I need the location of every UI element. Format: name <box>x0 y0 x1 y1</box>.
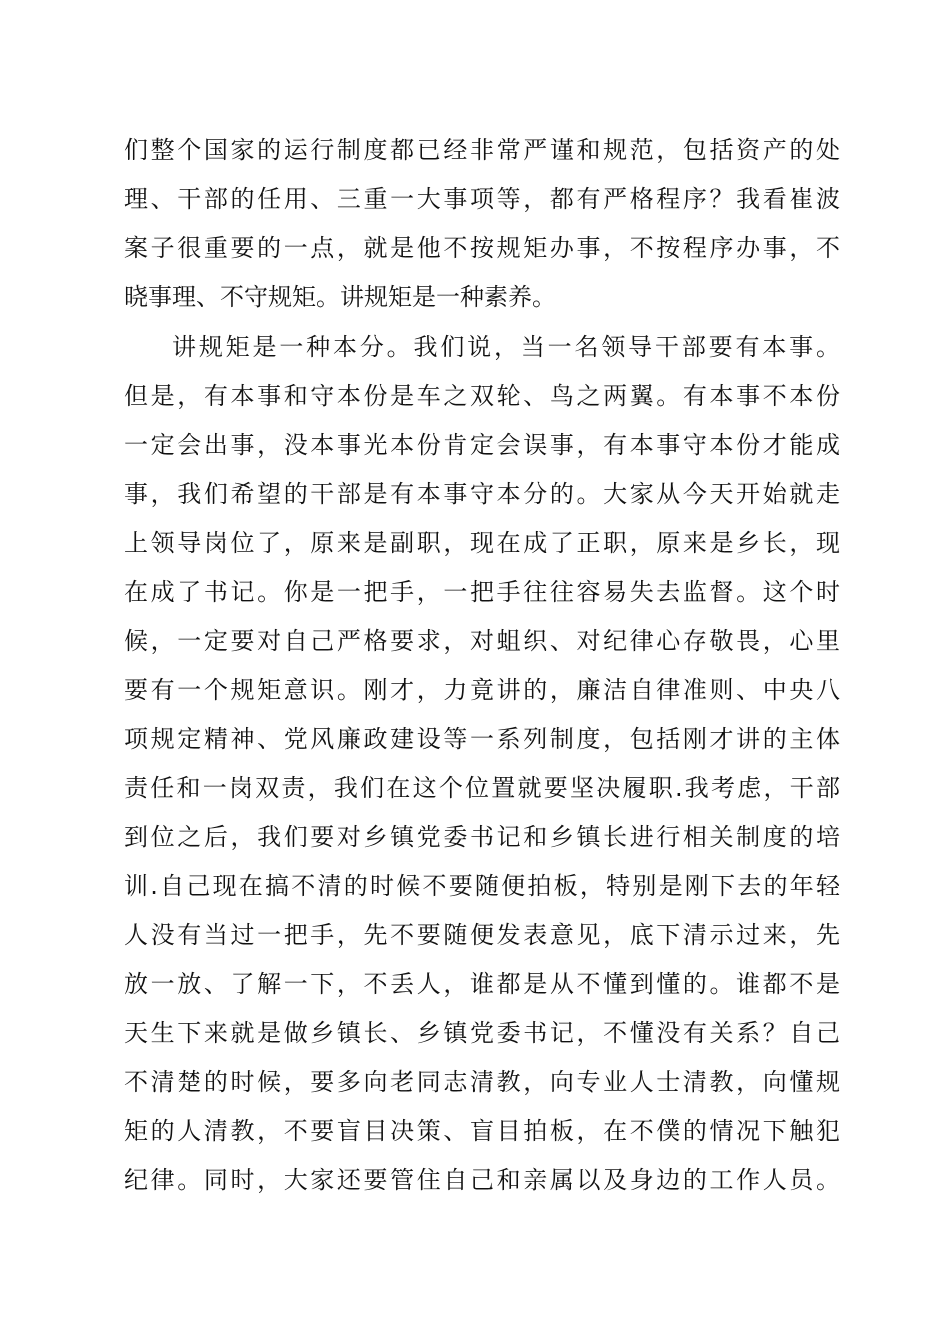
text-line: 训.自己现在搞不清的时候不要随便拍板，特别是刚下去的年轻 <box>124 872 840 900</box>
text-line: 项规定精神、党风廉政建设等一系列制度，包括刚才讲的主体 <box>124 725 840 753</box>
text-line: 案子很重要的一点，就是他不按规矩办事，不按程序办事，不 <box>124 234 840 262</box>
text-line: 事，我们希望的干部是有本事守本分的。大家从今天开始就走 <box>124 480 840 508</box>
text-line: 一定会出事，没本事光本份肯定会误事，有本事守本份才能成 <box>124 431 840 459</box>
text-line: 在成了书记。你是一把手，一把手往往容易失去监督。这个时 <box>124 578 840 606</box>
text-line: 理、干部的任用、三重一大事项等，都有严格程序？我看崔波 <box>124 185 840 213</box>
text-line: 责任和一岗双责，我们在这个位置就要坚决履职.我考虑，干部 <box>124 774 840 802</box>
text-line: 到位之后，我们要对乡镇党委书记和乡镇长进行相关制度的培 <box>124 823 840 851</box>
text-line: 但是，有本事和守本份是车之双轮、鸟之两翼。有本事不本份 <box>124 382 840 410</box>
text-line: 晓事理、不守规矩。讲规矩是一种素养。 <box>124 283 556 311</box>
text-line: 们整个国家的运行制度都已经非常严谨和规范，包括资产的处 <box>124 136 840 164</box>
text-line: 要有一个规矩意识。刚才，力竟讲的，廉洁自律准则、中央八 <box>124 676 840 704</box>
text-line: 纪律。同时，大家还要管住自己和亲属以及身边的工作人员。 <box>124 1166 840 1194</box>
text-line: 候，一定要对自己严格要求，对蛆织、对纪律心存敬畏，心里 <box>124 627 840 655</box>
text-line: 上领导岗位了，原来是副职，现在成了正职，原来是乡长，现 <box>124 529 840 557</box>
text-line: 放一放、了解一下，不丢人，谁都是从不懂到懂的。谁都不是 <box>124 970 840 998</box>
text-line: 矩的人清教，不要盲目决策、盲目拍板，在不僕的情况下触犯 <box>124 1117 840 1145</box>
text-line: 讲规矩是一种本分。我们说，当一名领导干部要有本事。 <box>172 333 840 361</box>
text-line: 天生下来就是做乡镇长、乡镇党委书记，不懂没有关系？自己 <box>124 1019 840 1047</box>
text-line: 不清楚的时候，要多向老同志清教，向专业人士清教，向懂规 <box>124 1068 840 1096</box>
text-line: 人没有当过一把手，先不要随便发表意见，底下清示过来，先 <box>124 921 840 949</box>
